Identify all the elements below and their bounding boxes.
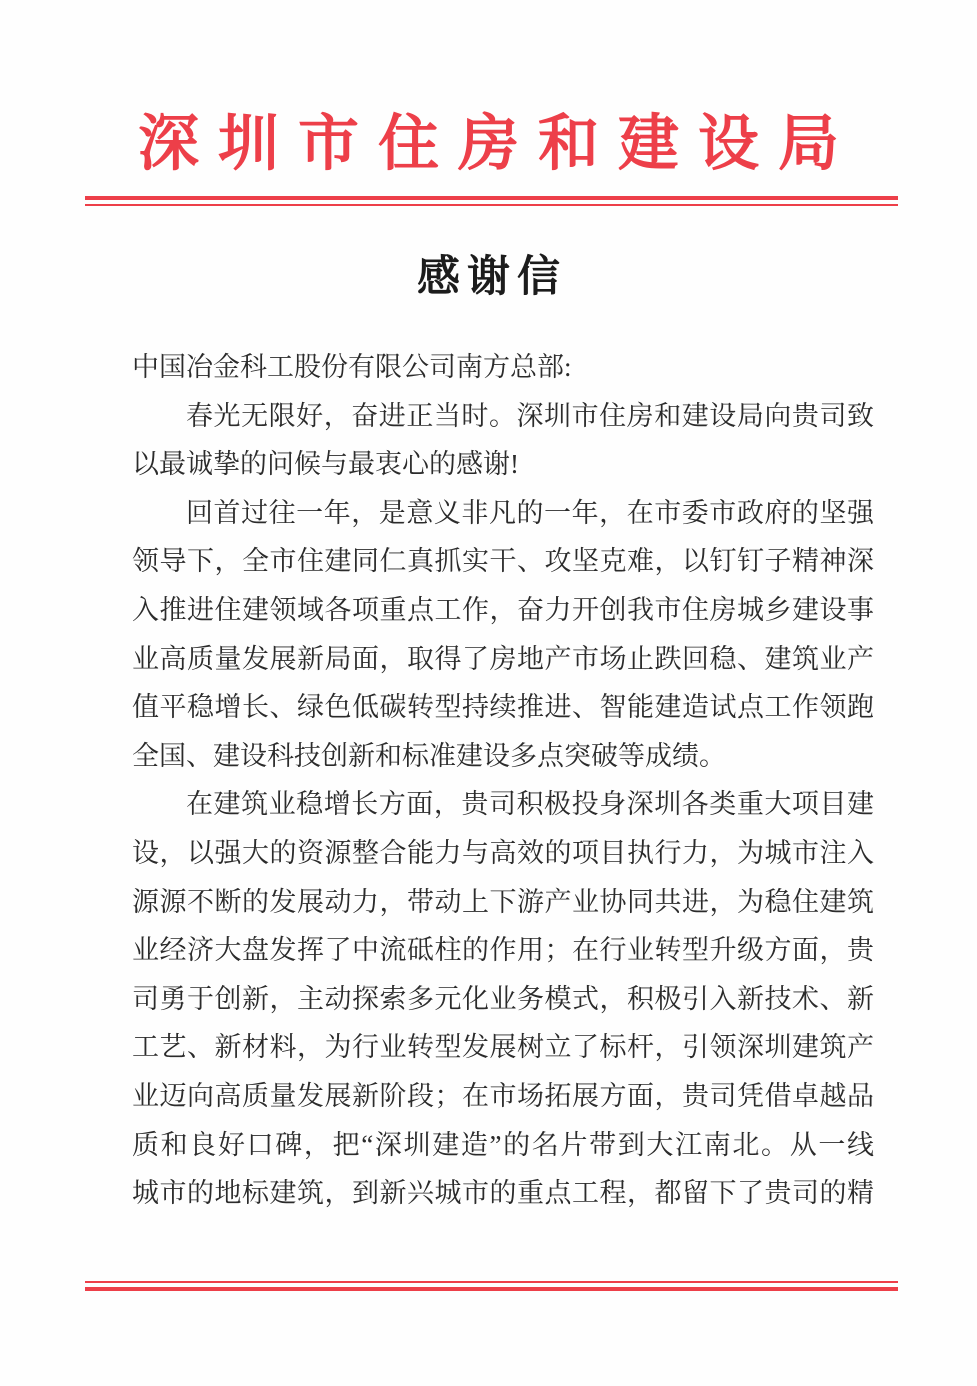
body-line: 全国、建设科技创新和标准建设多点突破等成绩。 xyxy=(132,740,726,771)
body-line: 源源不断的发展动力，带动上下游产业协同共进，为稳住建筑 xyxy=(132,886,874,917)
body-line: 业迈向高质量发展新阶段；在市场拓展方面，贵司凭借卓越品 xyxy=(132,1080,874,1111)
body-line: 回首过往一年，是意义非凡的一年，在市委市政府的坚强 xyxy=(186,497,874,528)
body-line: 领导下，全市住建同仁真抓实干、攻坚克难，以钉钉子精神深 xyxy=(132,546,874,577)
salutation-line: 中国冶金科工股份有限公司南方总部: xyxy=(132,352,572,382)
letterhead-rule-thin xyxy=(85,204,898,206)
body-line: 以最诚挚的问候与最衷心的感谢! xyxy=(132,449,519,480)
body-line: 司勇于创新，主动探索多元化业务模式，积极引入新技术、新 xyxy=(132,983,874,1014)
letterhead-org-name: 深圳市住房和建设局 xyxy=(137,111,858,178)
body-line: 在建筑业稳增长方面，贵司积极投身深圳各类重大项目建 xyxy=(186,789,874,820)
body-line: 质和良好口碑，把“深圳建造”的名片带到大江南北。从一线 xyxy=(132,1129,874,1160)
letterhead-rule-thick xyxy=(85,196,898,200)
body-line: 值平稳增长、绿色低碳转型持续推进、智能建造试点工作领跑 xyxy=(132,692,874,723)
letter-title: 感谢信 xyxy=(417,254,567,301)
letter-body xyxy=(132,343,874,1218)
body-line: 入推进住建领域各项重点工作，奋力开创我市住房城乡建设事 xyxy=(132,594,874,625)
footer-rule-thick xyxy=(85,1287,898,1291)
body-line: 业经济大盘发挥了中流砥柱的作用；在行业转型升级方面，贵 xyxy=(132,935,874,966)
footer-rule-thin xyxy=(85,1281,898,1283)
body-line: 城市的地标建筑，到新兴城市的重点工程，都留下了贵司的精 xyxy=(132,1178,874,1209)
body-line: 工艺、新材料，为行业转型发展树立了标杆，引领深圳建筑产 xyxy=(132,1032,874,1063)
body-line: 春光无限好，奋进正当时。深圳市住房和建设局向贵司致 xyxy=(186,400,874,431)
body-line: 设，以强大的资源整合能力与高效的项目执行力，为城市注入 xyxy=(132,837,874,868)
body-line: 业高质量发展新局面，取得了房地产市场止跌回稳、建筑业产 xyxy=(132,643,874,674)
